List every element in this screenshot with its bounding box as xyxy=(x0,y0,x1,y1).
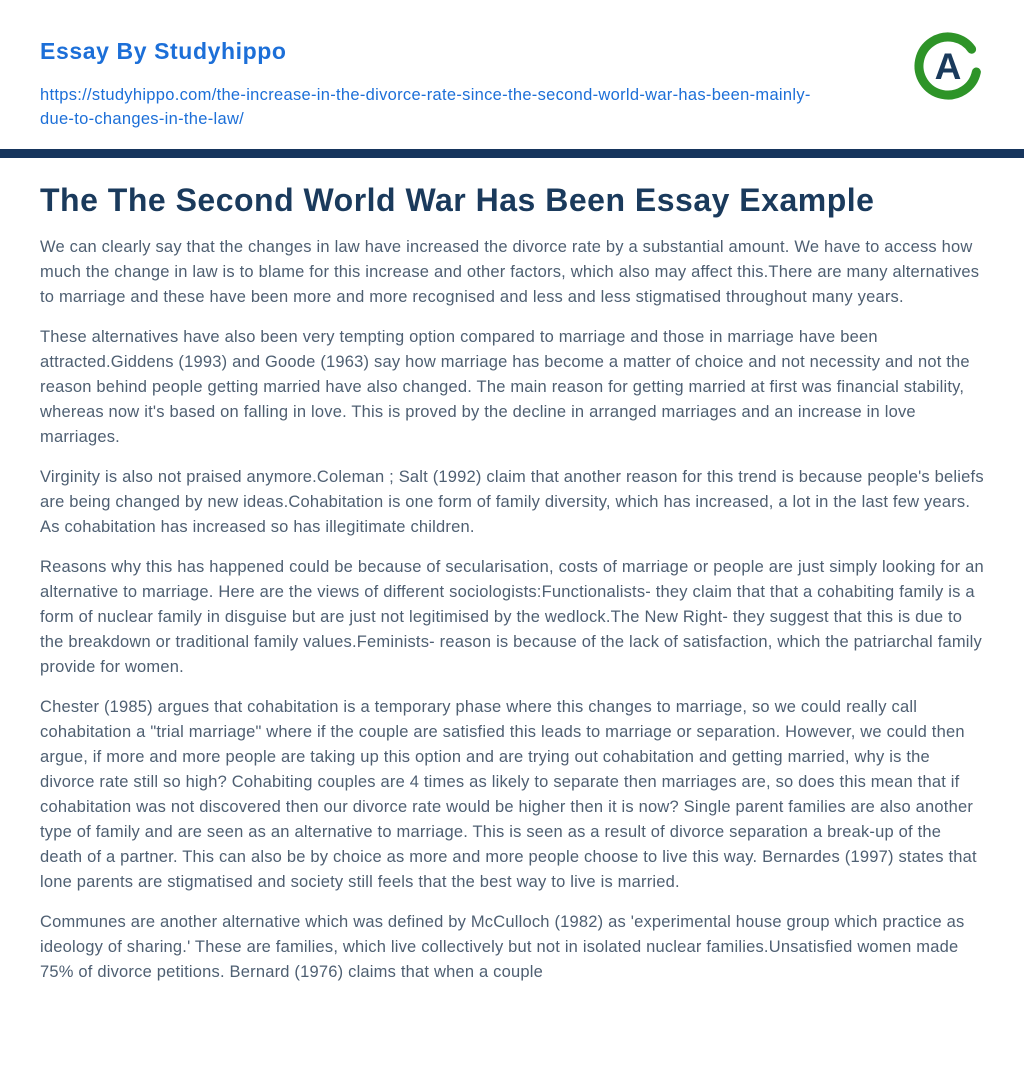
byline: Essay By Studyhippo xyxy=(40,38,287,64)
essay-paragraph: Communes are another alternative which was defined by McCulloch (1982) as 'experimental house group which practice as ideology of sharing.' These are families, which live collectively but not in isolated nuclear families.Unsatisfied women made 75% of divorce petitions. Bernard (1976) claims that when a couple xyxy=(40,912,965,981)
logo-ring-a-icon xyxy=(912,30,984,102)
page-header xyxy=(0,0,1024,132)
essay-paragraph: Reasons why this has happened could be because of secularisation, costs of marriage or people are just simply looking for an alternative to marriage. Here are the views of different sociologists:Functionalists- they claim that that a cohabiting family is a form of nuclear family in disguise but are just not legitimised by the wedlock.The New Right- they suggest that this is due to the breakdown or traditional family values.Feminists- reason is because of the lack of satisfaction, which the patriarchal family provide for women. xyxy=(40,557,984,676)
header-text-block xyxy=(40,38,984,132)
essay-paragraph: Chester (1985) argues that cohabitation is a temporary phase where this changes to marriage, so we could really call cohabitation a "trial marriage" where if the couple are satisfied this leads to marriage or separation. However, we could then argue, if more and more people are taking up this option and are trying out cohabitation and getting married, why is the divorce rate still so high? Cohabiting couples are 4 times as likely to separate then marriages are, so does this mean that if cohabitation was not discovered then our divorce rate would be higher then it is now? Single parent families are also another type of family and are seen as an alternative to marriage. This is seen as a result of divorce separation a break-up of the death of a partner. This can also be by choice as more and more people choose to live this way. Bernardes (1997) states that lone parents are stigmatised and society still feels that the best way to live is married. xyxy=(40,697,977,891)
essay-paragraph: We can clearly say that the changes in law have increased the divorce rate by a substantial amount. We have to access how much the change in law is to blame for this increase and other factors, which also may affect this.There are many alternatives to marriage and these have been more and more recognised and less and less stigmatised throughout many years. xyxy=(40,237,980,306)
header-divider xyxy=(0,149,1024,158)
source-url-link[interactable]: https://studyhippo.com/the-increase-in-the-divorce-rate-since-the-second-world-war-has-been-mainly-due-to-changes-in-the-law/ xyxy=(40,86,811,128)
studyhippo-logo xyxy=(912,30,984,102)
essay-title: The The Second World War Has Been Essay Example xyxy=(40,181,875,218)
essay-paragraph: These alternatives have also been very tempting option compared to marriage and those in marriage have been attracted.Giddens (1993) and Goode (1963) say how marriage has become a matter of choice and not necessity and not the reason behind people getting married have also changed. The main reason for getting married at first was financial stability, whereas now it's based on falling in love. This is proved by the decline in arranged marriages and an increase in love marriages. xyxy=(40,327,970,446)
essay-content xyxy=(0,158,1024,985)
logo-letter: A xyxy=(934,46,962,87)
essay-body xyxy=(40,235,984,985)
essay-paragraph: Virginity is also not praised anymore.Coleman ; Salt (1992) claim that another reason for this trend is because people's beliefs are being changed by new ideas.Cohabitation is one form of family diversity, which has increased, a lot in the last few years. As cohabitation has increased so has illegitimate children. xyxy=(40,467,984,536)
